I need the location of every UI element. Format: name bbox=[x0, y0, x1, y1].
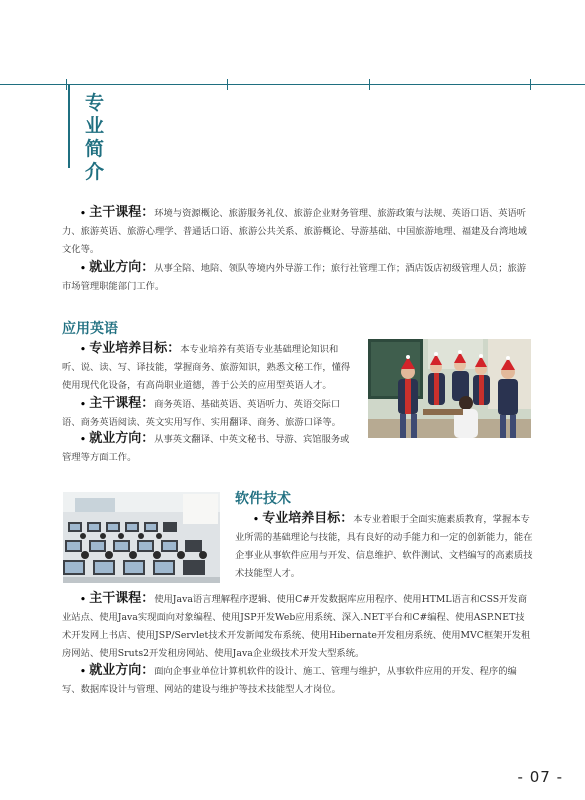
software-course-text: 使用Java语言理解程序逻辑、使用C#开发数据库应用程序、使用HTML语言和CSS开发商业站点、使用Java实现面向对象编程、使用JSP开发Web应用系统、深入.NET平台和C#编程、使用ASP.NET技术开发网上书店、使用JSP/Servlet技术开发新闻发布系统、使用Hibernate开发租房系统、使用MVC框架开发租房网站、使用Sruts2开发租房网站、使用Java企业级技术开发大型系统。 bbox=[62, 594, 531, 659]
software-heading: 软件技术 bbox=[235, 491, 291, 507]
intro-employment: • 就业方向：从事全陪、地陪、领队等境内外导游工作；旅行社管理工作；酒店饭店初级管理人员；旅游市场管理职能部门工作。 bbox=[62, 260, 527, 292]
rule-tick bbox=[530, 79, 531, 90]
software-employment: • 就业方向：面向企事业单位计算机软件的设计、施工、管理与维护，从事软件应用的开发、程序的编写、数据库设计与管理、网站的建设与维护等技术技能型人才岗位。 bbox=[62, 663, 517, 695]
section-title: 专业简介 bbox=[85, 92, 105, 183]
software-goal-text: 本专业着眼于全面实施素质教育，掌握本专业所需的基础理论与技能，具有良好的动手能力和一定的创新能力，能在企事业从事软件应用与开发、信息维护、软件测试、文档编写的高素质技术技能型人才。 bbox=[235, 514, 533, 579]
software-goal-label: 专业培养目标： bbox=[262, 511, 354, 526]
software-employment-text: 面向企事业单位计算机软件的设计、施工、管理与维护，从事软件应用的开发、程序的编写、数据库设计与管理、网站的建设与维护等技术技能型人才岗位。 bbox=[62, 666, 517, 695]
english-students-photo bbox=[368, 339, 531, 438]
software-course: • 主干课程：使用Java语言理解程序逻辑、使用C#开发数据库应用程序、使用HTML语言和CSS开发商业站点、使用Java实现面向对象编程、使用JSP开发Web应用系统、深入.NET平台和C#编程、使用ASP.NET技术开发网上书店、使用JSP/Servlet技术开发新闻发布系统、使用Hibernate开发租房系统、使用MVC框架开发租房网站、使用Sruts2开发租房网站、使用Java企业级技术开发大型系统。 bbox=[62, 591, 531, 659]
english-employment-text: 从事英文翻译、中英文秘书、导游、宾馆服务或管理等方面工作。 bbox=[62, 434, 350, 463]
page-number: - 07 - bbox=[517, 768, 563, 786]
english-goal-label: 专业培养目标： bbox=[89, 341, 181, 356]
main-course-text: 环境与资源概论、旅游服务礼仪、旅游企业财务管理、旅游政策与法规、英语口语、英语听力、旅游英语、旅游心理学、普通话口语、旅游公共关系、旅游概论、导游基础、中国旅游地理、福建及台湾地域文化等。 bbox=[62, 208, 527, 255]
english-employment-label: 就业方向： bbox=[89, 431, 155, 446]
english-goal-text: 本专业培养有英语专业基础理论知识和听、说、读、写、译技能，掌握商务、旅游知识，熟悉文秘工作，懂得使用现代化设备，有高尚职业道德，善于公关的应用型英语人才。 bbox=[62, 344, 351, 391]
software-goal: • 专业培养目标：本专业着眼于全面实施素质教育，掌握本专业所需的基础理论与技能，具有良好的动手能力和一定的创新能力，能在企事业从事软件应用与开发、信息维护、软件测试、文档编写的高素质技术技能型人才。 bbox=[235, 511, 533, 579]
english-goal: • 专业培养目标：本专业培养有英语专业基础理论知识和听、说、读、写、译技能，掌握商务、旅游知识，熟悉文秘工作，懂得使用现代化设备，有高尚职业道德，善于公关的应用型英语人才。 bbox=[62, 341, 351, 391]
software-employment-label: 就业方向： bbox=[89, 663, 155, 678]
main-course-label: 主干课程： bbox=[89, 205, 155, 220]
computer-lab-photo bbox=[63, 492, 220, 583]
intro-main-course: • 主干课程：环境与资源概论、旅游服务礼仪、旅游企业财务管理、旅游政策与法规、英语口语、英语听力、旅游英语、旅游心理学、普通话口语、旅游公共关系、旅游概论、导游基础、中国旅游地理、福建及台湾地域文化等。 bbox=[62, 205, 527, 255]
rule-tick bbox=[369, 79, 370, 90]
top-rule bbox=[0, 84, 585, 85]
english-heading: 应用英语 bbox=[62, 321, 118, 337]
software-course-label: 主干课程： bbox=[89, 591, 155, 606]
employment-text: 从事全陪、地陪、领队等境内外导游工作；旅行社管理工作；酒店饭店初级管理人员；旅游市场管理职能部门工作。 bbox=[62, 263, 527, 292]
english-course: • 主干课程：商务英语、基础英语、英语听力、英语交际口语、商务英语阅读、英文实用写作、实用翻译、商务、旅游口译等。 bbox=[62, 396, 341, 428]
employment-label: 就业方向： bbox=[89, 260, 155, 275]
english-course-text: 商务英语、基础英语、英语听力、英语交际口语、商务英语阅读、英文实用写作、实用翻译、商务、旅游口译等。 bbox=[62, 399, 341, 428]
english-course-label: 主干课程： bbox=[89, 396, 155, 411]
title-vertical-rule bbox=[68, 84, 70, 168]
rule-tick bbox=[227, 79, 228, 90]
english-employment: • 就业方向：从事英文翻译、中英文秘书、导游、宾馆服务或管理等方面工作。 bbox=[62, 431, 350, 463]
rule-tick bbox=[66, 79, 67, 90]
